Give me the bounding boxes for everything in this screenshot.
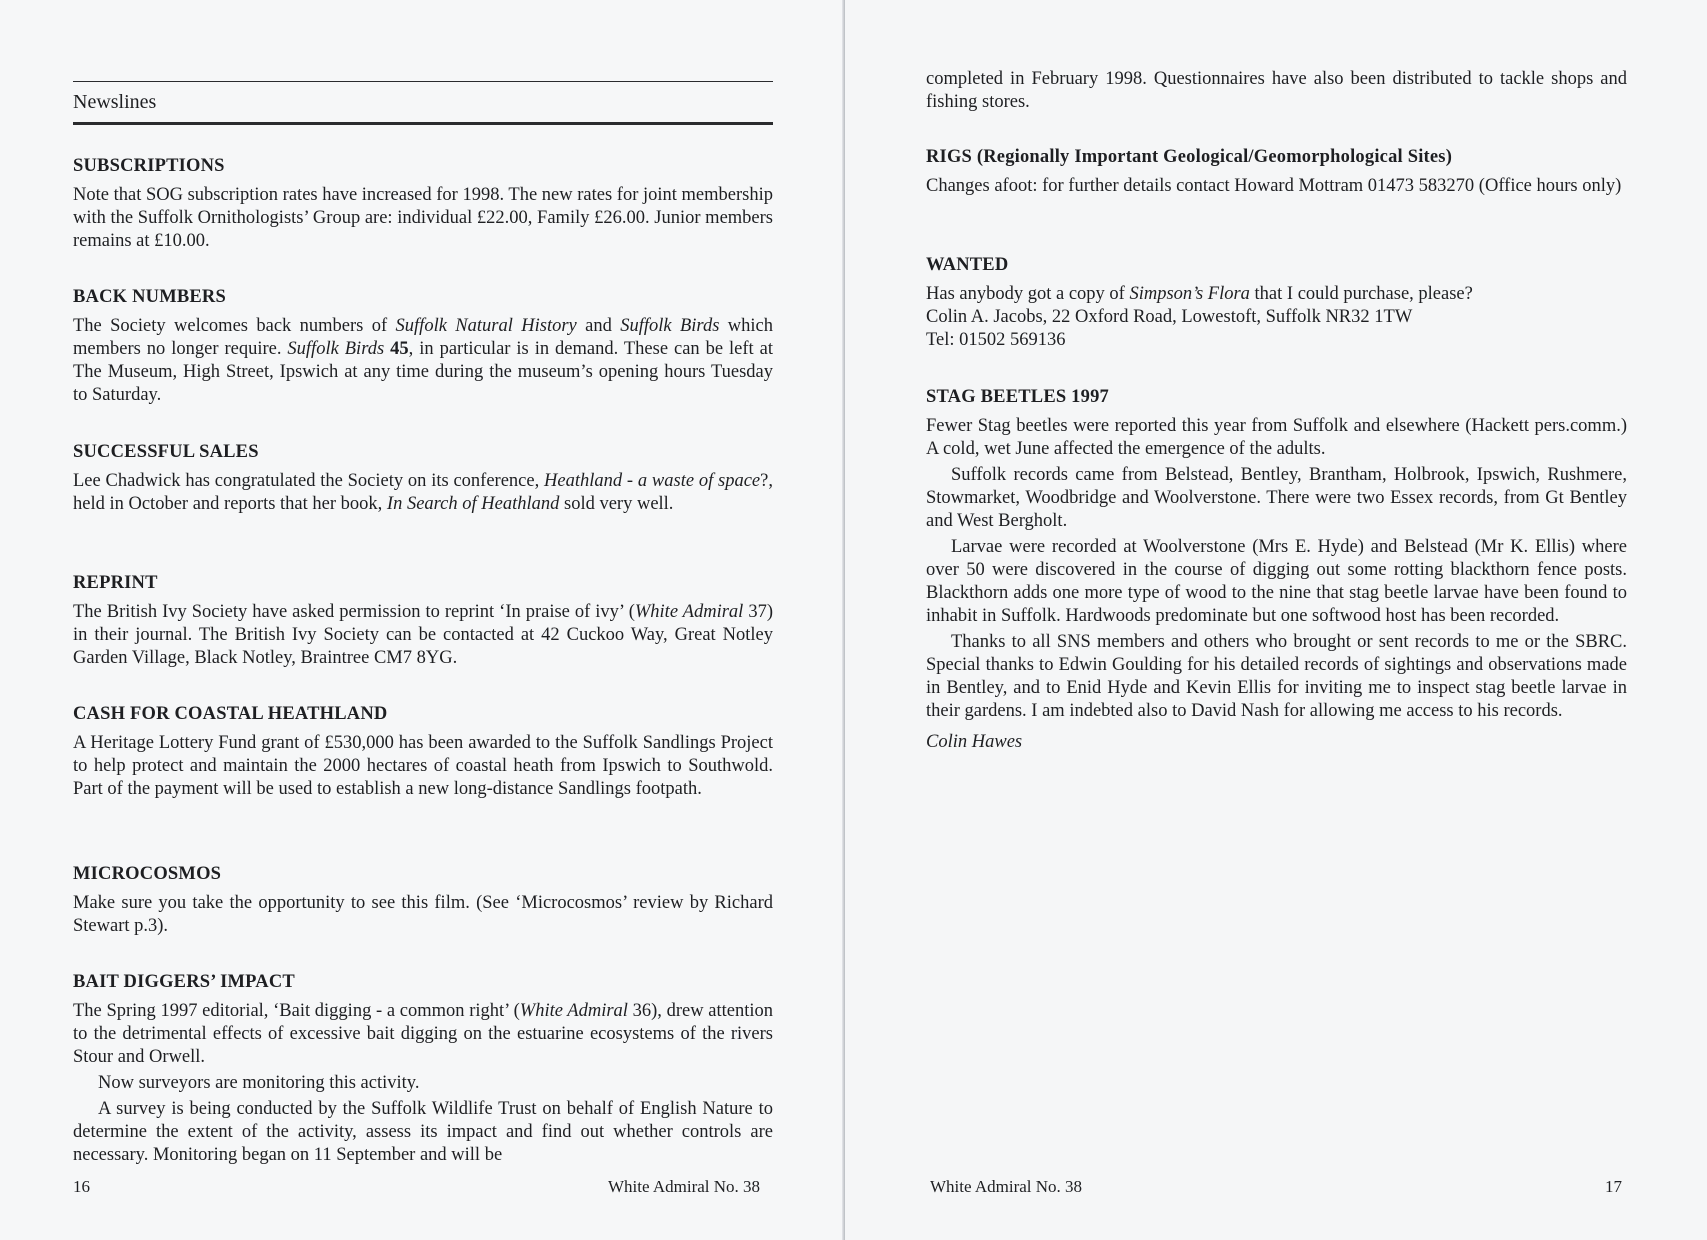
- paragraph: Lee Chadwick has congratulated the Society on its conference, Heathland - a waste of space?, held in October and reports that her book, In Search of Heathland sold very well.: [73, 471, 773, 514]
- paragraph: A Heritage Lottery Fund grant of £530,000 has been awarded to the Suffolk Sandlings Project to help protect and maintain the 2000 hectares of coastal heath from Ipswich to Southwold. Part of the payment will be used to establish a new long-distance Sandlings footpath.: [73, 733, 773, 799]
- paragraph: Make sure you take the opportunity to see this film. (See ‘Microcosmos’ review by Richard Stewart p.3).: [73, 893, 773, 936]
- header-rule-thick: [73, 122, 773, 125]
- right-page: [845, 0, 1707, 1240]
- section-heading: WANTED: [926, 255, 1009, 275]
- paragraph: The British Ivy Society have asked permission to reprint ‘In praise of ivy’ (White Admiral 37) in their journal. The British Ivy Society can be contacted at 42 Cuckoo Way, Great Notley Garden Village, Black Notley, Braintree CM7 8YG.: [73, 602, 773, 668]
- section-bait-diggers: [73, 971, 773, 1167]
- paragraph: completed in February 1998. Questionnaires have also been distributed to tackle shops and fishing stores.: [926, 69, 1627, 112]
- paragraph: Thanks to all SNS members and others who brought or sent records to me or the SBRC. Special thanks to Edwin Goulding for his detailed records of sightings and observations made in Bentley, and to Enid Hyde and Kevin Ellis for inviting me to inspect stag beetle larvae in their gardens. I am indebted also to David Nash for allowing me access to his records.: [926, 632, 1627, 721]
- section-heading: RIGS (Regionally Important Geological/Geomorphological Sites): [926, 147, 1453, 167]
- continued-paragraph: [926, 68, 1627, 114]
- paragraph: The Society welcomes back numbers of Suffolk Natural History and Suffolk Birds which members no longer require. Suffolk Birds 45, in particular is in demand. These can be left at The Museum, High Street, Ipswich at any time during the museum’s opening hours Tuesday to Saturday.: [73, 316, 774, 405]
- section-reprint: [73, 572, 773, 670]
- footer-journal-title: White Admiral No. 38: [930, 1177, 1083, 1196]
- section-back-numbers: [73, 286, 773, 407]
- running-head: Newslines: [73, 91, 157, 113]
- section-stag-beetles: [926, 386, 1627, 754]
- paragraph: Changes afoot: for further details contact Howard Mottram 01473 583270 (Office hours only): [926, 176, 1622, 196]
- paragraph: A survey is being conducted by the Suffolk Wildlife Trust on behalf of English Nature to determine the extent of the activity, assess its impact and find out whether controls are necessary. Monitoring began on 11 September and will be: [73, 1099, 773, 1165]
- section-heading: MICROCOSMOS: [73, 864, 222, 884]
- header-rule: [73, 81, 773, 82]
- left-page: [0, 0, 845, 1240]
- contact-address: Colin A. Jacobs, 22 Oxford Road, Lowestoft, Suffolk NR32 1TW: [926, 307, 1413, 327]
- paragraph: The Spring 1997 editorial, ‘Bait digging - a common right’ (White Admiral 36), drew attention to the detrimental effects of excessive bait digging on the estuarine ecosystems of the rivers Stour and Orwell.: [73, 1001, 773, 1067]
- page-number: 17: [1605, 1177, 1622, 1196]
- paragraph: Fewer Stag beetles were reported this year from Suffolk and elsewhere (Hackett pers.comm.) A cold, wet June affected the emergence of the adults.: [926, 416, 1627, 459]
- page-number: 16: [73, 1177, 90, 1196]
- section-successful-sales: [73, 441, 773, 516]
- section-wanted: [926, 254, 1627, 352]
- paragraph: Now surveyors are monitoring this activity.: [98, 1073, 420, 1093]
- section-heading: REPRINT: [73, 573, 158, 593]
- footer-journal-title: White Admiral No. 38: [608, 1177, 761, 1196]
- section-heading: CASH FOR COASTAL HEATHLAND: [73, 704, 388, 724]
- section-heading: BACK NUMBERS: [73, 287, 226, 307]
- section-rigs: [926, 146, 1627, 198]
- section-heading: SUBSCRIPTIONS: [73, 156, 225, 176]
- section-heading: STAG BEETLES 1997: [926, 387, 1109, 407]
- paragraph: Suffolk records came from Belstead, Bentley, Brantham, Holbrook, Ipswich, Rushmere, Stowmarket, Woodbridge and Woolverstone. There were two Essex records, from Gt Bentley and West Bergholt.: [926, 465, 1627, 531]
- paragraph: Has anybody got a copy of Simpson’s Flora that I could purchase, please?: [926, 284, 1473, 304]
- section-cash-coastal-heathland: [73, 703, 773, 801]
- section-heading: BAIT DIGGERS’ IMPACT: [73, 972, 295, 992]
- author-signature: Colin Hawes: [926, 732, 1023, 752]
- paragraph: Note that SOG subscription rates have increased for 1998. The new rates for joint membership with the Suffolk Ornithologists’ Group are: individual £22.00, Family £26.00. Junior members remains at £10.00.: [73, 185, 773, 251]
- section-heading: SUCCESSFUL SALES: [73, 442, 259, 462]
- paragraph: Larvae were recorded at Woolverstone (Mrs E. Hyde) and Belstead (Mr K. Ellis) where over 50 were discovered in the course of digging out some rotting blackthorn fence posts. Blackthorn adds one more type of wood to the nine that stag beetle larvae have been found to inhabit in Suffolk. Hardwoods predominate but one softwood host has been recorded.: [926, 537, 1627, 626]
- section-microcosmos: [73, 863, 773, 938]
- contact-telephone: Tel: 01502 569136: [926, 330, 1066, 350]
- section-subscriptions: [73, 155, 773, 253]
